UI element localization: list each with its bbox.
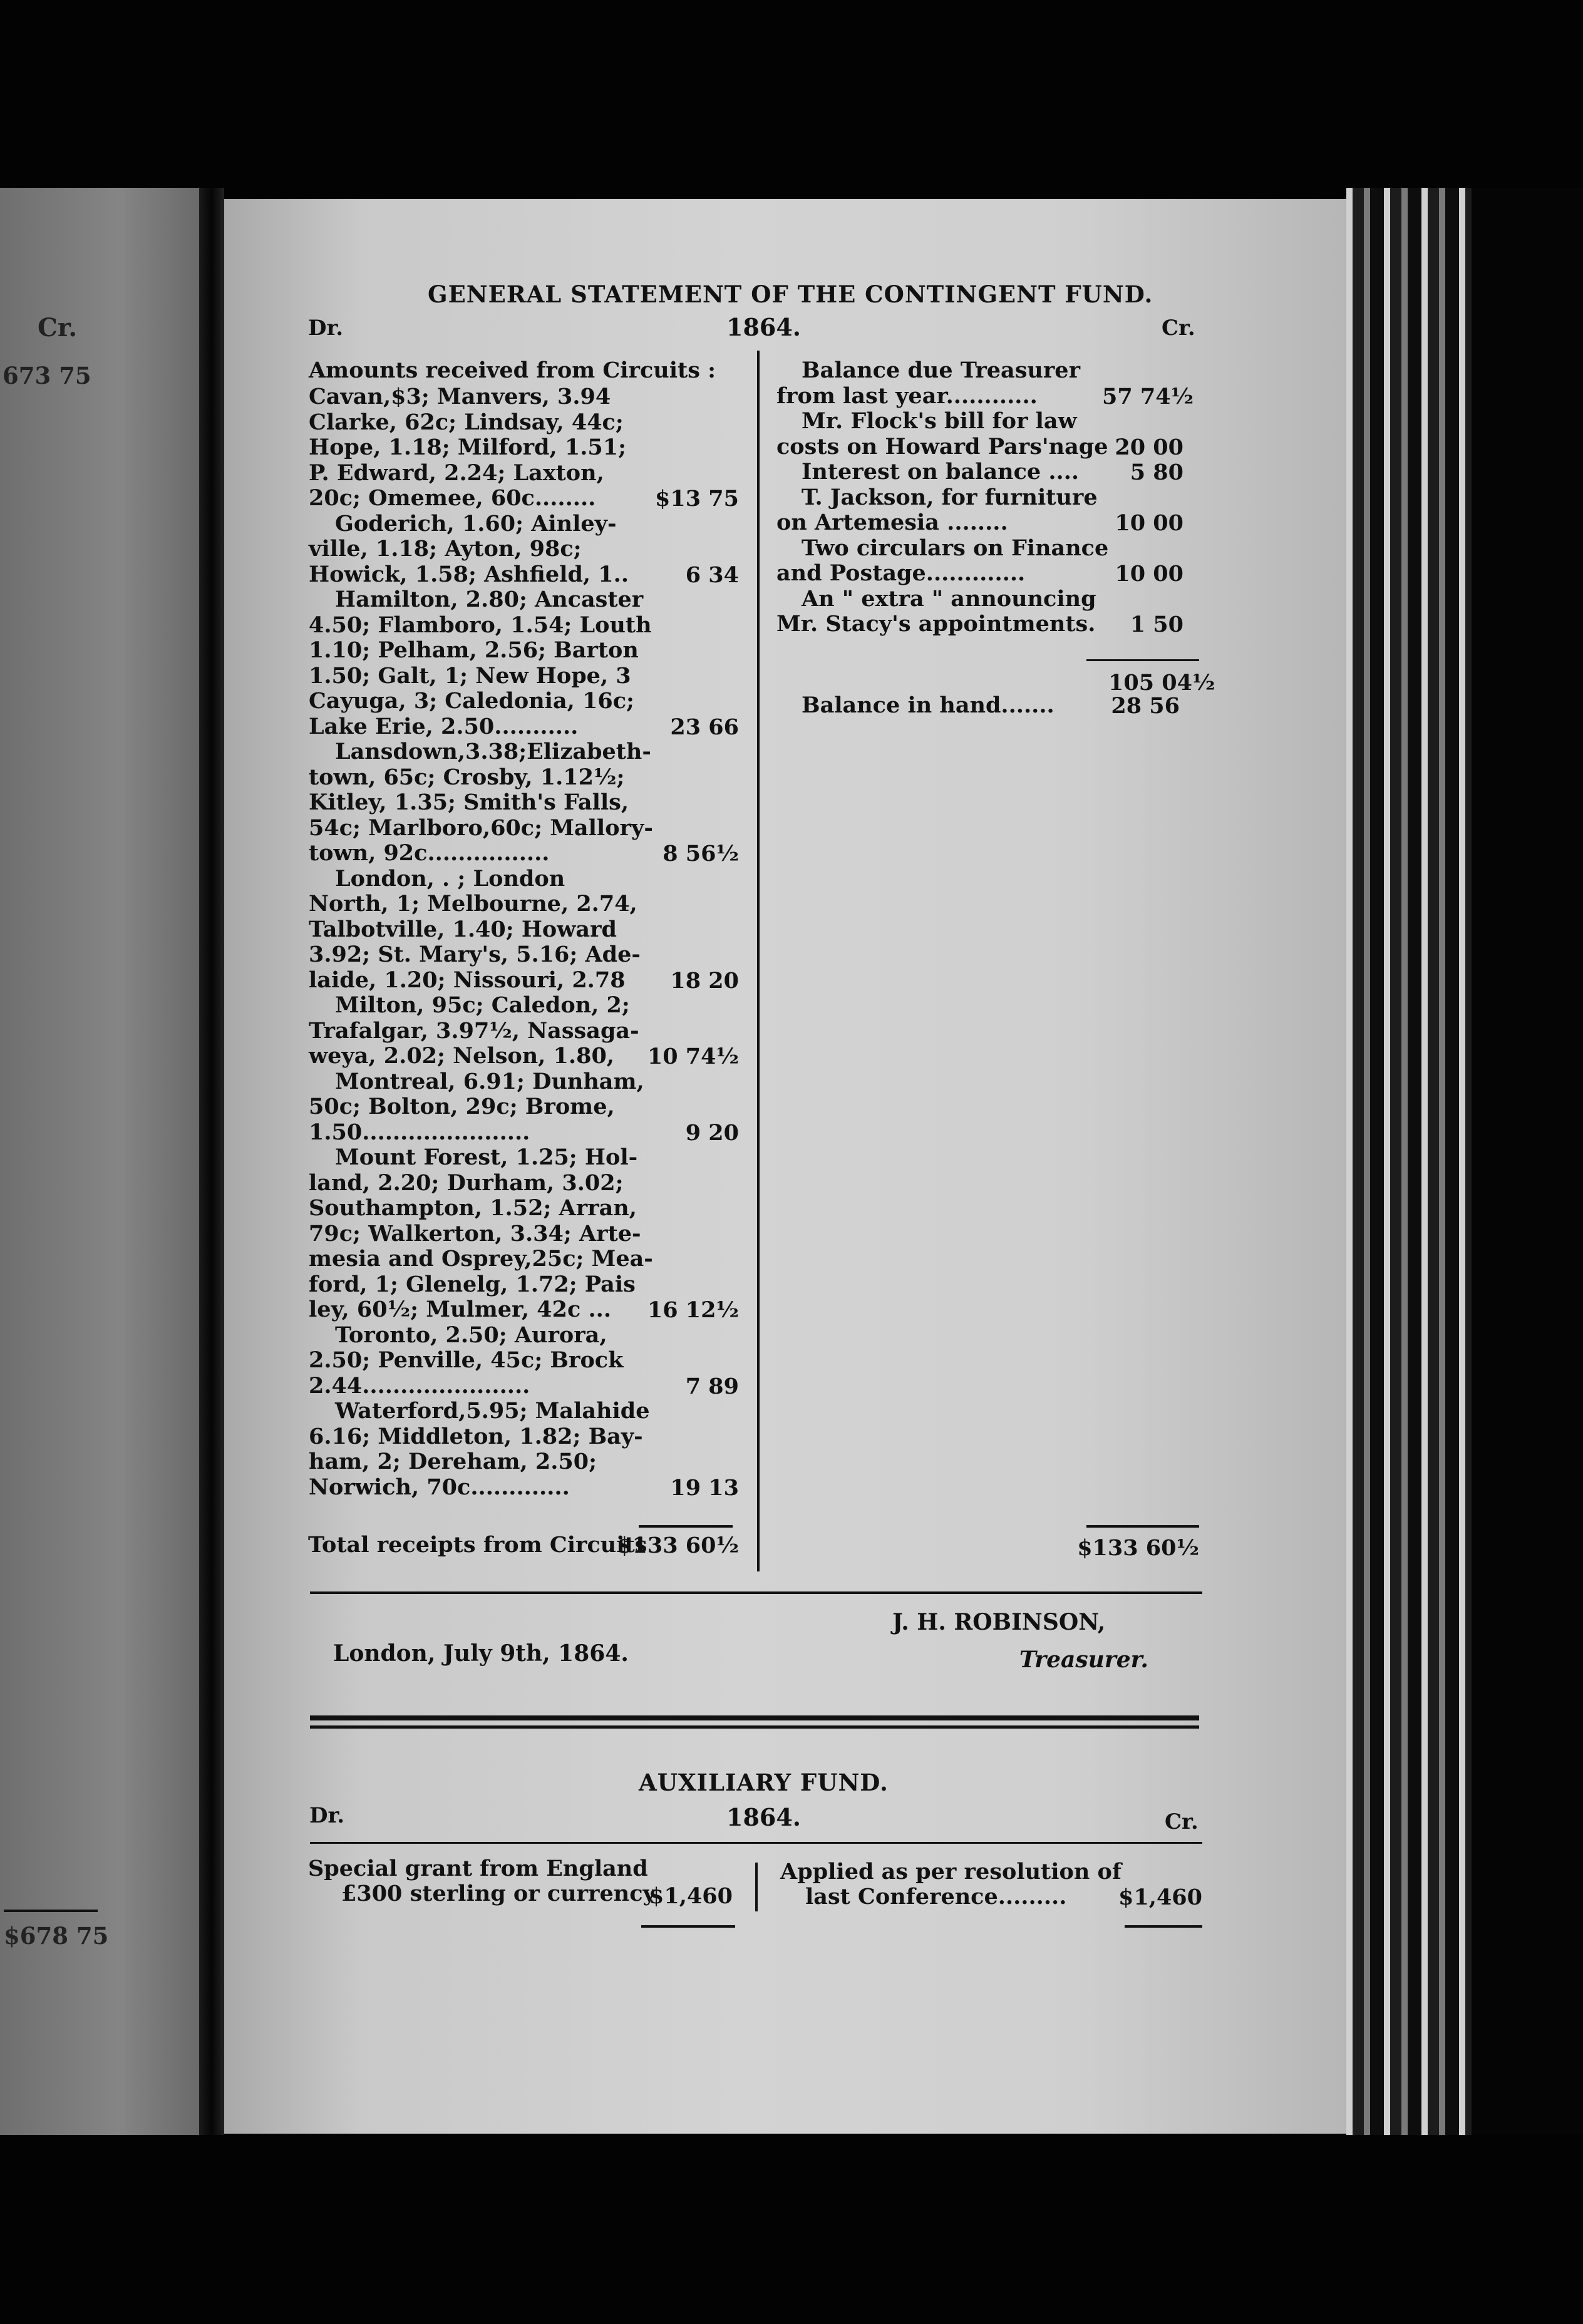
circuit-entry-amount: 8 56½ xyxy=(663,841,739,866)
left-page-edge xyxy=(0,188,199,2135)
section-double-rule-top xyxy=(310,1715,1199,1720)
circuit-entry-line: 54c; Marlboro,60c; Mallory- xyxy=(309,815,653,841)
expense-entry-line: Balance due Treasurer xyxy=(802,357,1081,383)
circuit-entry-line: Lansdown,3.38;Elizabeth- xyxy=(335,739,651,764)
total-label: Total receipts from Circuits xyxy=(308,1532,647,1558)
auxiliary-left-line-2: £300 sterling or currency xyxy=(341,1881,656,1906)
circuit-entry-line: ford, 1; Glenelg, 1.72; Pais xyxy=(309,1271,636,1297)
circuit-entry-line: Lake Erie, 2.50........... xyxy=(309,713,579,739)
balance-label: Balance in hand....... xyxy=(802,692,1054,718)
expense-entry-line: T. Jackson, for furniture xyxy=(802,484,1098,510)
circuit-entry-amount: 6 34 xyxy=(685,562,739,588)
circuit-entry-line: Clarke, 62c; Lindsay, 44c; xyxy=(309,409,624,435)
signature-rule xyxy=(310,1591,1202,1594)
circuit-entry-line: ville, 1.18; Ayton, 98c; xyxy=(309,536,582,562)
auxiliary-right-line-2: last Conference......... xyxy=(805,1884,1067,1910)
circuit-entry-line: weya, 2.02; Nelson, 1.80, xyxy=(309,1043,614,1069)
circuit-entry-line: mesia and Osprey,25c; Mea- xyxy=(309,1246,653,1272)
expense-entry-amount: 5 80 xyxy=(1130,460,1183,485)
circuit-entry-line: 2.50; Penville, 45c; Brock xyxy=(309,1347,624,1373)
circuit-entry-line: 50c; Bolton, 29c; Brome, xyxy=(309,1094,615,1119)
circuit-entry-line: Toronto, 2.50; Aurora, xyxy=(335,1322,607,1348)
expense-entry-line: Interest on balance .... xyxy=(802,459,1080,485)
circuit-entry-line: 1.10; Pelham, 2.56; Barton xyxy=(309,637,639,663)
circuit-entry-line: land, 2.20; Durham, 3.02; xyxy=(309,1170,624,1196)
circuit-entry-line: 2.44...................... xyxy=(309,1372,530,1399)
expense-entry-line: and Postage............. xyxy=(776,560,1026,586)
left-page-amount-bottom: $678 75 xyxy=(4,1922,109,1950)
circuit-entry-line: Hope, 1.18; Milford, 1.51; xyxy=(309,434,627,460)
circuit-entry-line: Trafalgar, 3.97½, Nassaga- xyxy=(309,1017,639,1044)
circuit-entry-line: Hamilton, 2.80; Ancaster xyxy=(335,587,644,612)
auxiliary-right-rule xyxy=(1125,1925,1202,1928)
left-page-amount-top: 673 75 xyxy=(3,362,91,389)
circuit-entry-line: ham, 2; Dereham, 2.50; xyxy=(309,1449,597,1474)
circuit-entry-line: Montreal, 6.91; Dunham, xyxy=(335,1068,644,1094)
circuit-entry-line: 1.50...................... xyxy=(309,1119,530,1145)
expense-entry-amount: 57 74½ xyxy=(1102,383,1194,409)
circuit-entry-line: laide, 1.20; Nissouri, 2.78 xyxy=(309,967,626,993)
circuit-entry-line: 20c; Omemee, 60c........ xyxy=(309,485,596,511)
left-page-cr-label: Cr. xyxy=(38,313,78,342)
column-divider xyxy=(757,351,760,1571)
auxiliary-year: 1864. xyxy=(726,1803,801,1831)
expense-entry-amount: 10 00 xyxy=(1115,561,1183,587)
circuit-entry-line: Norwich, 70c............. xyxy=(309,1474,570,1500)
right-margin xyxy=(1472,188,1583,2135)
left-page-rule xyxy=(4,1910,98,1912)
auxiliary-left-rule xyxy=(641,1925,735,1928)
total-rule-left xyxy=(639,1525,733,1528)
circuit-entry-amount: 18 20 xyxy=(670,967,739,994)
circuit-entry-amount: 10 74½ xyxy=(647,1044,739,1069)
circuit-entry-line: 6.16; Middleton, 1.82; Bay- xyxy=(309,1423,643,1449)
circuit-entry-amount: $13 75 xyxy=(655,486,739,512)
auxiliary-header-rule xyxy=(310,1842,1202,1844)
expense-entry-line: Two circulars on Finance xyxy=(802,535,1109,561)
balance-amount: 28 56 xyxy=(1111,693,1180,719)
circuit-entry-line: Talbotville, 1.40; Howard xyxy=(309,916,617,942)
circuit-entry-amount: 16 12½ xyxy=(647,1297,739,1323)
auxiliary-dr-label: Dr. xyxy=(309,1803,345,1828)
auxiliary-left-line-1: Special grant from England xyxy=(308,1856,648,1881)
circuit-entry-amount: 9 20 xyxy=(685,1119,739,1146)
section-double-rule-bottom xyxy=(310,1725,1199,1729)
circuit-entry-line: Kitley, 1.35; Smith's Falls, xyxy=(309,789,629,815)
auxiliary-right-amount: $1,460 xyxy=(1118,1884,1202,1910)
auxiliary-divider xyxy=(755,1863,758,1911)
circuit-entry-line: London, . ; London xyxy=(335,865,565,892)
total-rule-right xyxy=(1086,1525,1199,1528)
circuit-entry-line: Milton, 95c; Caledon, 2; xyxy=(335,992,630,1018)
page-edge-stripes xyxy=(1346,188,1472,2135)
expense-entry-line: Mr. Flock's bill for law xyxy=(802,408,1077,434)
treasurer-name: J. H. ROBINSON, xyxy=(892,1609,1106,1635)
right-total-amount: $133 60½ xyxy=(1077,1535,1199,1561)
circuit-entry-line: Howick, 1.58; Ashfield, 1.. xyxy=(309,561,629,587)
treasurer-title: Treasurer. xyxy=(1019,1647,1148,1673)
circuit-entry-line: P. Edward, 2.24; Laxton, xyxy=(309,460,604,486)
expense-entry-amount: 10 00 xyxy=(1115,510,1183,536)
circuit-entry-line: North, 1; Melbourne, 2.74, xyxy=(309,891,637,917)
circuit-entry-line: Cavan,$3; Manvers, 3.94 xyxy=(309,384,611,409)
auxiliary-right-line-1: Applied as per resolution of xyxy=(780,1859,1122,1884)
subtotal-rule xyxy=(1086,659,1199,661)
expense-entry-line: from last year............ xyxy=(776,383,1038,409)
circuit-entry-line: 79c; Walkerton, 3.34; Arte- xyxy=(309,1220,641,1247)
circuit-entry-amount: 7 89 xyxy=(685,1373,739,1399)
circuit-entry-line: Waterford,5.95; Malahide xyxy=(335,1398,650,1424)
circuits-heading: Amounts received from Circuits : xyxy=(309,357,716,383)
contingent-dr-label: Dr. xyxy=(308,316,344,341)
expense-entry-line: Mr. Stacy's appointments. xyxy=(776,611,1096,637)
subtotal-amount: 105 04½ xyxy=(1108,670,1215,696)
circuit-entry-line: 3.92; St. Mary's, 5.16; Ade- xyxy=(309,942,641,967)
contingent-year: 1864. xyxy=(726,313,801,341)
circuit-entry-line: town, 65c; Crosby, 1.12½; xyxy=(309,764,625,790)
auxiliary-title: AUXILIARY FUND. xyxy=(639,1769,889,1796)
contingent-cr-label: Cr. xyxy=(1162,316,1195,341)
total-amount: $133 60½ xyxy=(617,1533,739,1558)
circuit-entry-amount: 23 66 xyxy=(670,714,739,740)
circuit-entry-line: Mount Forest, 1.25; Hol- xyxy=(335,1144,638,1170)
expense-entry-amount: 1 50 xyxy=(1130,612,1183,637)
circuit-entry-amount: 19 13 xyxy=(670,1474,739,1501)
book-gutter xyxy=(199,188,224,2135)
auxiliary-left-amount: $1,460 xyxy=(649,1883,733,1909)
expense-entry-line: costs on Howard Pars'nage xyxy=(776,433,1108,460)
contingent-title: GENERAL STATEMENT OF THE CONTINGENT FUND. xyxy=(428,280,1153,308)
auxiliary-cr-label: Cr. xyxy=(1165,1809,1199,1834)
expense-entry-line: An " extra " announcing xyxy=(802,585,1096,612)
circuit-entry-line: ley, 60½; Mulmer, 42c ... xyxy=(309,1297,612,1322)
expense-entry-amount: 20 00 xyxy=(1115,434,1183,460)
place-date: London, July 9th, 1864. xyxy=(333,1640,629,1667)
circuit-entry-line: Goderich, 1.60; Ainley- xyxy=(335,510,617,537)
circuit-entry-line: Southampton, 1.52; Arran, xyxy=(309,1195,637,1221)
expense-entry-line: on Artemesia ........ xyxy=(776,510,1008,535)
circuit-entry-line: town, 92c................ xyxy=(309,840,550,866)
circuit-entry-line: 4.50; Flamboro, 1.54; Louth xyxy=(309,612,652,638)
circuit-entry-line: 1.50; Galt, 1; New Hope, 3 xyxy=(309,662,631,689)
circuit-entry-line: Cayuga, 3; Caledonia, 16c; xyxy=(309,688,634,714)
